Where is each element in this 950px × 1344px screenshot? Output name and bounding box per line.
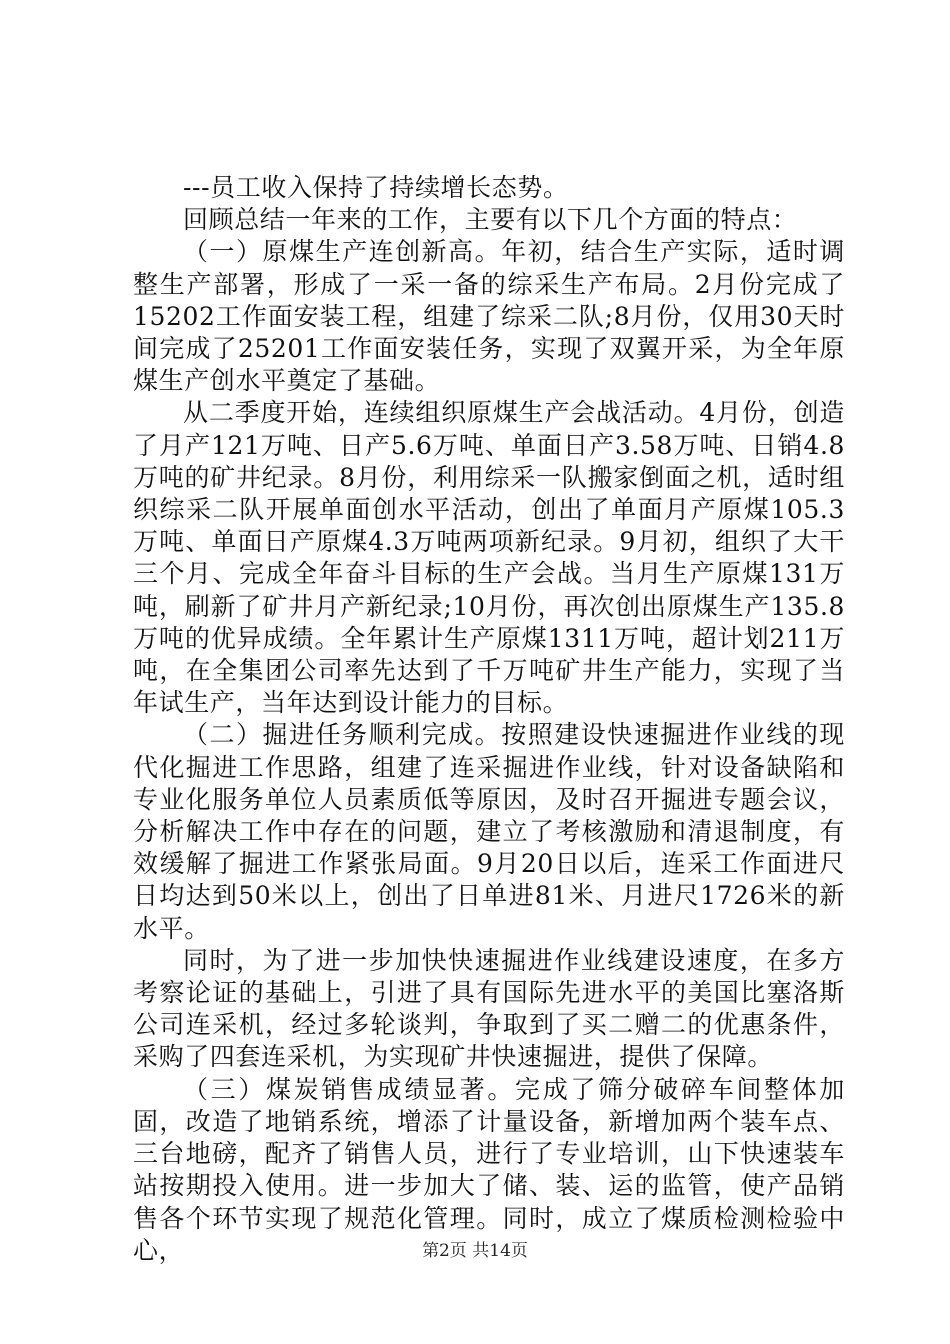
- paragraph-income: ---员工收入保持了持续增长态势。: [183, 173, 569, 202]
- paragraph-coal-production: （一）原煤生产连创新高。年初，结合生产实际，适时调整生产部署，形成了一采一备的综采生产布局。2月份完成了15202工作面安装工程，组建了综采二队;8月份，仅用30天时间完成了25201工作面安装任务，实现了双翼开采，为全年原煤生产创水平奠定了基础。: [133, 237, 845, 396]
- paragraph-continuous-miner: 同时，为了进一步加快快速掘进作业线建设速度，在多方考察论证的基础上，引进了具有国际先进水平的美国比塞洛斯公司连采机，经过多轮谈判，争取到了买二赠二的优惠条件，采购了四套连采机，为实现矿井快速掘进，提供了保障。: [133, 945, 845, 1072]
- paragraph-coal-sales: （三）煤炭销售成绩显著。完成了筛分破碎车间整体加固，改造了地销系统，增添了计量设备，新增加两个装车点、三台地磅，配齐了销售人员，进行了专业培训，山下快速装车站按期投入使用。进一步加大了储、装、运的监管，使产品销售各个环节实现了规范化管理。同时，成立了煤质检测检验中心，: [133, 1074, 845, 1265]
- paragraph-production-campaign: 从二季度开始，连续组织原煤生产会战活动。4月份，创造了月产121万吨、日产5.6万吨、单面日产3.58万吨、日销4.8万吨的矿井纪录。8月份，利用综采一队搬家倒面之机，适时组织综采二队开展单面创水平活动，创出了单面月产原煤105.3万吨、单面日产原煤4.3万吨两项新纪录。9月初，组织了大干三个月、完成全年奋斗目标的生产会战。当月生产原煤131万吨，刷新了矿井月产新纪录;10月份，再次创出原煤生产135.8万吨的优异成绩。全年累计生产原煤1311万吨，超计划211万吨，在全集团公司率先达到了千万吨矿井生产能力，实现了当年试生产，当年达到设计能力的目标。: [133, 398, 845, 718]
- page-number-footer: 第2页 共14页: [422, 1241, 528, 1261]
- document-body: [133, 172, 845, 1267]
- paragraph-tunneling: （二）掘进任务顺利完成。按照建设快速掘进作业线的现代化掘进工作思路，组建了连采掘进作业线，针对设备缺陷和专业化服务单位人员素质低等原因，及时召开掘进专题会议，分析解决工作中存在的问题，建立了考核激励和清退制度，有效缓解了掘进工作紧张局面。9月20日以后，连采工作面进尺日均达到50米以上，创出了日单进81米、月进尺1726米的新水平。: [133, 720, 845, 943]
- paragraph-review-intro: 回顾总结一年来的工作，主要有以下几个方面的特点：: [183, 205, 798, 235]
